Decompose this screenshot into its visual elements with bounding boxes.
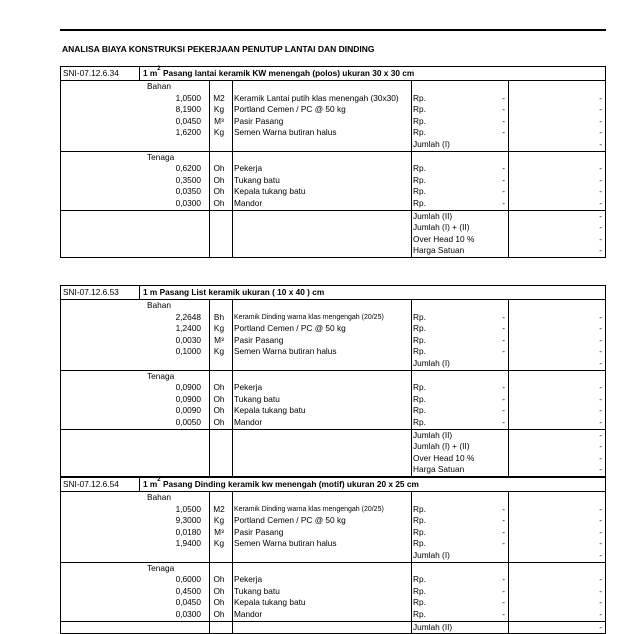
item-coefficient: 0,0450 xyxy=(175,115,201,126)
section-body xyxy=(61,300,605,476)
item-row xyxy=(61,127,605,139)
item-currency: Rp. xyxy=(413,92,426,103)
item-unit: M³ xyxy=(214,526,224,537)
item-unit-price: - xyxy=(502,163,505,174)
summary-label: Over Head 10 % xyxy=(413,452,475,463)
item-description: Portland Cemen / PC @ 50 kg xyxy=(234,515,346,526)
item-total: - xyxy=(599,311,602,322)
bahan-row xyxy=(61,81,605,93)
title-text: Pasang Dinding keramik kw menengah (motif) ukuran 20 x 25 cm xyxy=(160,479,419,489)
item-total: - xyxy=(599,346,602,357)
title-superscript: 2 xyxy=(157,66,161,72)
item-unit-price: - xyxy=(502,503,505,514)
item-currency: Rp. xyxy=(413,405,426,416)
item-unit-price: - xyxy=(502,597,505,608)
item-coefficient: 1,6200 xyxy=(175,127,201,138)
item-unit: M³ xyxy=(214,334,224,345)
item-unit-price: - xyxy=(502,608,505,619)
item-currency: Rp. xyxy=(413,597,426,608)
summary-row xyxy=(61,550,605,562)
item-unit-price: - xyxy=(502,186,505,197)
column-rule xyxy=(232,300,233,476)
summary-row xyxy=(61,453,605,465)
header-divider xyxy=(139,67,140,80)
item-description: Pasir Pasang xyxy=(234,526,284,537)
item-total: - xyxy=(599,503,602,514)
summary-row xyxy=(61,234,605,246)
item-unit-price: - xyxy=(502,585,505,596)
summary-label: Harga Satuan xyxy=(413,245,465,256)
section-body xyxy=(61,492,605,633)
item-description: Pasir Pasang xyxy=(234,115,284,126)
item-total: - xyxy=(599,608,602,619)
tenaga-row xyxy=(61,563,605,575)
item-unit-price: - xyxy=(502,174,505,185)
item-description: Keramik Dinding warna klas mengengah (20/25) xyxy=(234,313,384,321)
item-row xyxy=(61,538,605,550)
item-coefficient: 9,3000 xyxy=(175,515,201,526)
item-coefficient: 0,0450 xyxy=(175,597,201,608)
top-rule xyxy=(60,29,606,31)
item-total: - xyxy=(599,574,602,585)
item-unit-price: - xyxy=(502,382,505,393)
summary-value: - xyxy=(599,464,602,475)
item-unit: Bh xyxy=(213,311,225,322)
item-unit: Kg xyxy=(213,538,225,549)
item-unit: Kg xyxy=(213,346,225,357)
summary-row xyxy=(61,222,605,234)
item-row xyxy=(61,609,605,621)
item-row xyxy=(61,175,605,187)
summary-row xyxy=(61,358,605,370)
item-description: Kepala tukang batu xyxy=(234,405,306,416)
item-row xyxy=(61,198,605,210)
bahan-label: Bahan xyxy=(147,300,171,310)
item-coefficient: 0,0350 xyxy=(175,186,201,197)
tenaga-label: Tenaga xyxy=(147,562,175,573)
column-rule xyxy=(411,300,412,476)
item-currency: Rp. xyxy=(413,127,426,138)
summary-label: Over Head 10 % xyxy=(413,233,475,244)
column-rule xyxy=(232,492,233,633)
item-currency: Rp. xyxy=(413,334,426,345)
item-coefficient: 0,3500 xyxy=(175,174,201,185)
summary-value: - xyxy=(599,441,602,452)
item-row xyxy=(61,335,605,347)
item-currency: Rp. xyxy=(413,503,426,514)
item-total: - xyxy=(599,334,602,345)
tenaga-row xyxy=(61,371,605,383)
item-description: Tukang batu xyxy=(234,585,280,596)
column-rule xyxy=(508,81,509,257)
item-coefficient: 0,0900 xyxy=(175,382,201,393)
title-text: Pasang lantai keramik KW menengah (polos) ukuran 30 x 30 cm xyxy=(160,68,415,78)
item-total: - xyxy=(599,382,602,393)
item-unit: Oh xyxy=(213,197,225,208)
item-unit: M³ xyxy=(214,115,224,126)
item-unit-price: - xyxy=(502,538,505,549)
item-currency: Rp. xyxy=(413,608,426,619)
summary-row xyxy=(61,464,605,476)
item-coefficient: 0,0300 xyxy=(175,197,201,208)
item-unit-price: - xyxy=(502,515,505,526)
item-description: Tukang batu xyxy=(234,393,280,404)
summary-value: - xyxy=(599,245,602,256)
item-currency: Rp. xyxy=(413,574,426,585)
bahan-row xyxy=(61,300,605,312)
document-title: ANALISA BIAYA KONSTRUKSI PEKERJAAN PENUTUP LANTAI DAN DINDING xyxy=(62,44,375,54)
column-rule xyxy=(209,300,210,476)
item-unit: Oh xyxy=(213,163,225,174)
item-description: Mandor xyxy=(234,197,263,208)
item-total: - xyxy=(599,538,602,549)
summary-value: - xyxy=(599,233,602,244)
bahan-label: Bahan xyxy=(147,492,171,502)
summary-value: - xyxy=(599,429,602,440)
analysis-section xyxy=(60,477,606,634)
item-currency: Rp. xyxy=(413,538,426,549)
item-coefficient: 0,0090 xyxy=(175,405,201,416)
tenaga-label: Tenaga xyxy=(147,370,175,381)
item-total: - xyxy=(599,163,602,174)
item-currency: Rp. xyxy=(413,174,426,185)
section-title xyxy=(143,287,324,297)
item-unit-price: - xyxy=(502,115,505,126)
item-unit-price: - xyxy=(502,393,505,404)
item-unit-price: - xyxy=(502,127,505,138)
item-total: - xyxy=(599,416,602,427)
item-description: Pekerja xyxy=(234,574,263,585)
item-unit-price: - xyxy=(502,346,505,357)
title-superscript: 2 xyxy=(157,477,161,483)
item-row xyxy=(61,504,605,516)
item-coefficient: 0,0030 xyxy=(175,334,201,345)
item-unit-price: - xyxy=(502,92,505,103)
item-total: - xyxy=(599,115,602,126)
item-unit-price: - xyxy=(502,334,505,345)
item-row xyxy=(61,527,605,539)
item-unit-price: - xyxy=(502,104,505,115)
item-description: Keramik Lantai putih klas menengah (30x30) xyxy=(234,92,399,103)
item-currency: Rp. xyxy=(413,163,426,174)
summary-row xyxy=(61,621,605,634)
section-code: SNI-07.12.6.53 xyxy=(63,287,119,297)
item-total: - xyxy=(599,405,602,416)
section-title xyxy=(143,479,419,489)
item-unit-price: - xyxy=(502,323,505,334)
item-row xyxy=(61,597,605,609)
item-coefficient: 0,6000 xyxy=(175,574,201,585)
item-coefficient: 8,1900 xyxy=(175,104,201,115)
tenaga-row xyxy=(61,152,605,164)
summary-label: Jumlah (I) xyxy=(413,549,450,560)
summary-row xyxy=(61,429,605,442)
item-description: Pekerja xyxy=(234,163,263,174)
item-description: Semen Warna butiran halus xyxy=(234,346,337,357)
item-unit: Oh xyxy=(213,608,225,619)
summary-value: - xyxy=(599,138,602,149)
summary-value: - xyxy=(599,621,602,632)
item-unit: Oh xyxy=(213,393,225,404)
bahan-label: Bahan xyxy=(147,81,171,91)
item-currency: Rp. xyxy=(413,585,426,596)
item-unit: Oh xyxy=(213,585,225,596)
summary-label: Harga Satuan xyxy=(413,464,465,475)
item-unit-price: - xyxy=(502,197,505,208)
section-header xyxy=(61,67,605,81)
item-row xyxy=(61,323,605,335)
item-description: Pasir Pasang xyxy=(234,334,284,345)
item-currency: Rp. xyxy=(413,186,426,197)
summary-row xyxy=(61,210,605,223)
item-description: Mandor xyxy=(234,608,263,619)
summary-label: Jumlah (I) xyxy=(413,357,450,368)
item-row xyxy=(61,312,605,324)
item-unit-price: - xyxy=(502,405,505,416)
title-prefix: 1 m xyxy=(143,287,158,297)
item-description: Kepala tukang batu xyxy=(234,597,306,608)
summary-label: Jumlah (II) xyxy=(413,210,453,221)
item-total: - xyxy=(599,104,602,115)
item-total: - xyxy=(599,197,602,208)
item-row xyxy=(61,116,605,128)
item-unit: M2 xyxy=(213,92,225,103)
analysis-section xyxy=(60,66,606,258)
column-rule xyxy=(209,492,210,633)
bahan-row xyxy=(61,492,605,504)
item-total: - xyxy=(599,323,602,334)
item-total: - xyxy=(599,526,602,537)
item-description: Kepala tukang batu xyxy=(234,186,306,197)
item-unit-price: - xyxy=(502,416,505,427)
item-currency: Rp. xyxy=(413,197,426,208)
section-code: SNI-07.12.6.54 xyxy=(63,479,119,489)
item-row xyxy=(61,382,605,394)
section-header xyxy=(61,286,605,300)
summary-row xyxy=(61,245,605,257)
item-row xyxy=(61,417,605,429)
item-description: Keramik Dinding warna klas mengengah (20/25) xyxy=(234,505,384,513)
item-unit-price: - xyxy=(502,526,505,537)
summary-value: - xyxy=(599,357,602,368)
tenaga-label: Tenaga xyxy=(147,151,175,162)
summary-label: Jumlah (I) + (II) xyxy=(413,222,470,233)
column-rule xyxy=(508,492,509,633)
item-currency: Rp. xyxy=(413,526,426,537)
item-description: Mandor xyxy=(234,416,263,427)
item-unit-price: - xyxy=(502,311,505,322)
item-currency: Rp. xyxy=(413,346,426,357)
summary-value: - xyxy=(599,210,602,221)
item-description: Portland Cemen / PC @ 50 kg xyxy=(234,323,346,334)
item-coefficient: 0,0300 xyxy=(175,608,201,619)
item-unit-price: - xyxy=(502,574,505,585)
item-description: Portland Cemen / PC @ 50 kg xyxy=(234,104,346,115)
item-unit: Oh xyxy=(213,186,225,197)
item-row xyxy=(61,405,605,417)
item-description: Pekerja xyxy=(234,382,263,393)
item-row xyxy=(61,346,605,358)
item-coefficient: 0,0050 xyxy=(175,416,201,427)
analysis-section xyxy=(60,285,606,477)
summary-label: Jumlah (I) xyxy=(413,138,450,149)
title-prefix: 1 m xyxy=(143,479,158,489)
column-rule xyxy=(411,81,412,257)
item-unit: Oh xyxy=(213,416,225,427)
header-divider xyxy=(139,286,140,299)
summary-label: Jumlah (II) xyxy=(413,429,453,440)
item-total: - xyxy=(599,515,602,526)
item-total: - xyxy=(599,186,602,197)
title-prefix: 1 m xyxy=(143,68,158,78)
item-total: - xyxy=(599,597,602,608)
item-unit: Oh xyxy=(213,574,225,585)
item-currency: Rp. xyxy=(413,115,426,126)
item-coefficient: 1,0500 xyxy=(175,503,201,514)
item-unit: Kg xyxy=(213,323,225,334)
item-total: - xyxy=(599,92,602,103)
item-currency: Rp. xyxy=(413,393,426,404)
item-coefficient: 0,6200 xyxy=(175,163,201,174)
section-body xyxy=(61,81,605,257)
item-currency: Rp. xyxy=(413,382,426,393)
item-total: - xyxy=(599,174,602,185)
item-row xyxy=(61,574,605,586)
item-unit: Kg xyxy=(213,515,225,526)
summary-label: Jumlah (I) + (II) xyxy=(413,441,470,452)
item-row xyxy=(61,586,605,598)
item-coefficient: 0,0180 xyxy=(175,526,201,537)
section-title xyxy=(143,68,414,78)
item-currency: Rp. xyxy=(413,323,426,334)
summary-value: - xyxy=(599,549,602,560)
item-currency: Rp. xyxy=(413,515,426,526)
item-unit: Oh xyxy=(213,597,225,608)
section-header xyxy=(61,478,605,492)
item-row xyxy=(61,515,605,527)
item-coefficient: 0,0900 xyxy=(175,393,201,404)
title-text: Pasang List keramik ukuran ( 10 x 40 ) cm xyxy=(157,287,325,297)
item-coefficient: 1,9400 xyxy=(175,538,201,549)
summary-value: - xyxy=(599,222,602,233)
item-unit: Oh xyxy=(213,405,225,416)
column-rule xyxy=(411,492,412,633)
item-currency: Rp. xyxy=(413,311,426,322)
item-unit: Oh xyxy=(213,382,225,393)
item-total: - xyxy=(599,585,602,596)
item-coefficient: 1,0500 xyxy=(175,92,201,103)
item-row xyxy=(61,93,605,105)
item-total: - xyxy=(599,393,602,404)
item-coefficient: 0,1000 xyxy=(175,346,201,357)
item-unit: Kg xyxy=(213,127,225,138)
item-coefficient: 2,2648 xyxy=(175,311,201,322)
item-description: Semen Warna butiran halus xyxy=(234,127,337,138)
item-unit: M2 xyxy=(213,503,225,514)
item-description: Semen Warna butiran halus xyxy=(234,538,337,549)
summary-row xyxy=(61,139,605,151)
item-unit: Kg xyxy=(213,104,225,115)
section-code: SNI-07.12.6.34 xyxy=(63,68,119,78)
item-row xyxy=(61,186,605,198)
column-rule xyxy=(508,300,509,476)
item-description: Tukang batu xyxy=(234,174,280,185)
item-currency: Rp. xyxy=(413,416,426,427)
item-coefficient: 1,2400 xyxy=(175,323,201,334)
item-total: - xyxy=(599,127,602,138)
item-row xyxy=(61,394,605,406)
summary-row xyxy=(61,441,605,453)
column-rule xyxy=(232,81,233,257)
item-coefficient: 0,4500 xyxy=(175,585,201,596)
column-rule xyxy=(209,81,210,257)
item-row xyxy=(61,104,605,116)
summary-value: - xyxy=(599,452,602,463)
item-row xyxy=(61,163,605,175)
item-unit: Oh xyxy=(213,174,225,185)
item-currency: Rp. xyxy=(413,104,426,115)
header-divider xyxy=(139,478,140,491)
summary-label: Jumlah (II) xyxy=(413,621,453,632)
